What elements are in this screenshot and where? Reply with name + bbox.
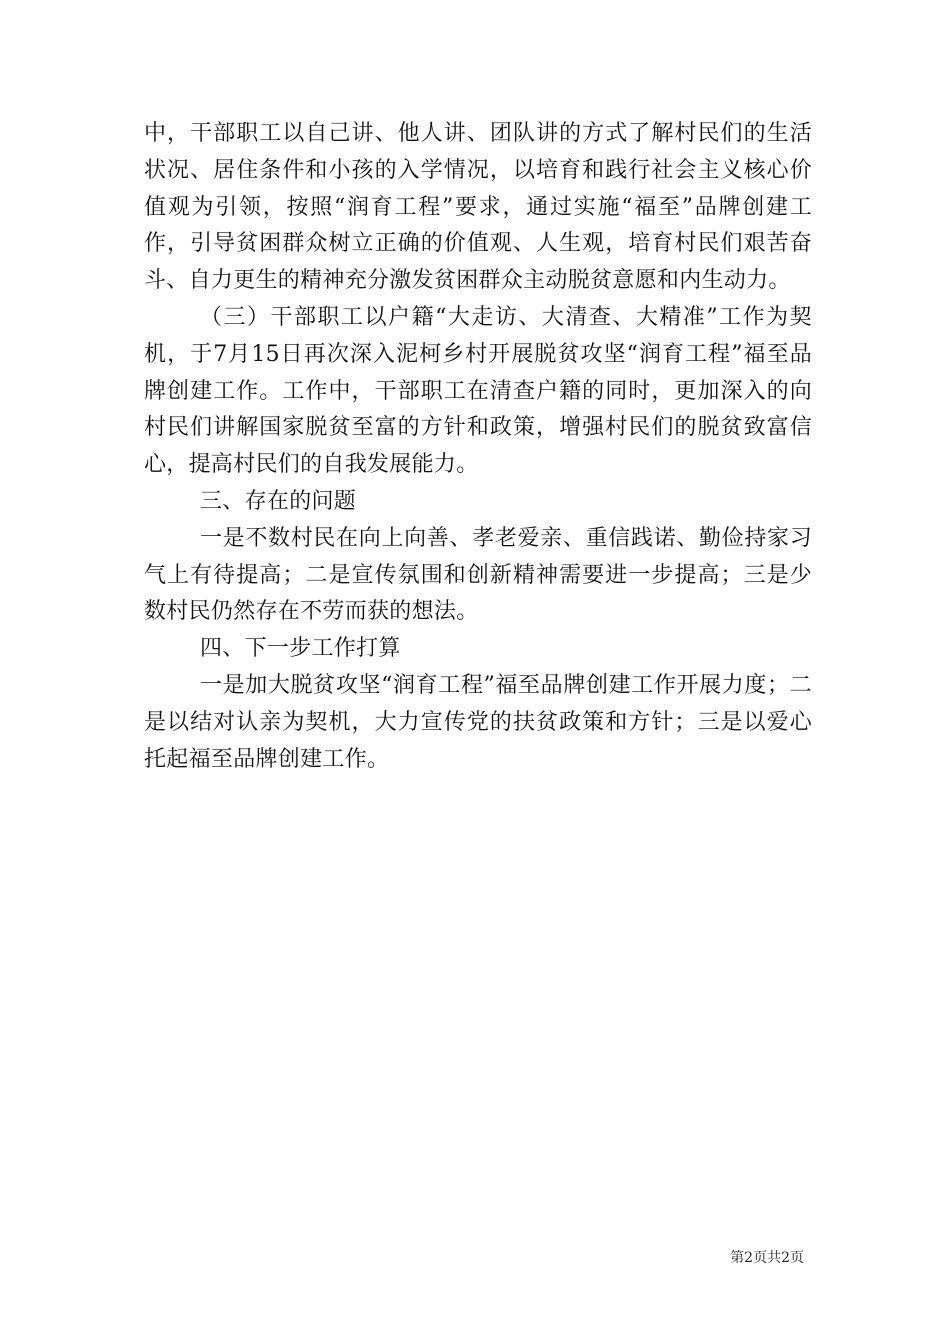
paragraph-next-steps: 一是加大脱贫攻坚“润育工程”福至品牌创建工作开展力度；二是以结对认亲为契机，大力宣传党的扶贫政策和方针；三是以爱心托起福至品牌创建工作。 bbox=[144, 672, 812, 772]
paragraph-continuation: 中，干部职工以自己讲、他人讲、团队讲的方式了解村民们的生活状况、居住条件和小孩的入学情况，以培育和践行社会主义核心价值观为引领，按照“润育工程”要求，通过实施“福至”品牌创建工作，引导贫困群众树立正确的价值观、人生观，培育村民们艰苦奋斗、自力更生的精神充分激发贫困群众主动脱贫意愿和内生动力。 bbox=[144, 121, 812, 294]
paragraph-section-3: （三）干部职工以户籍“大走访、大清查、大精准”工作为契机，于7月15日再次深入泥柯乡村开展脱贫攻坚“润育工程”福至品牌创建工作。工作中，干部职工在清查户籍的同时，更加深入的向村民们讲解国家脱贫至富的方针和政策，增强村民们的脱贫致富信心，提高村民们的自我发展能力。 bbox=[144, 304, 812, 478]
document-body bbox=[144, 116, 812, 778]
page-number: 第2页共2页 bbox=[730, 1250, 804, 1266]
paragraph-problems: 一是不数村民在向上向善、孝老爱亲、重信践诺、勤俭持家习气上有待提高；二是宣传氛围和创新精神需要进一步提高；三是少数村民仍然存在不劳而获的想法。 bbox=[144, 525, 812, 625]
heading-next-steps: 四、下一步工作打算 bbox=[200, 636, 401, 662]
heading-existing-problems: 三、存在的问题 bbox=[200, 488, 357, 514]
